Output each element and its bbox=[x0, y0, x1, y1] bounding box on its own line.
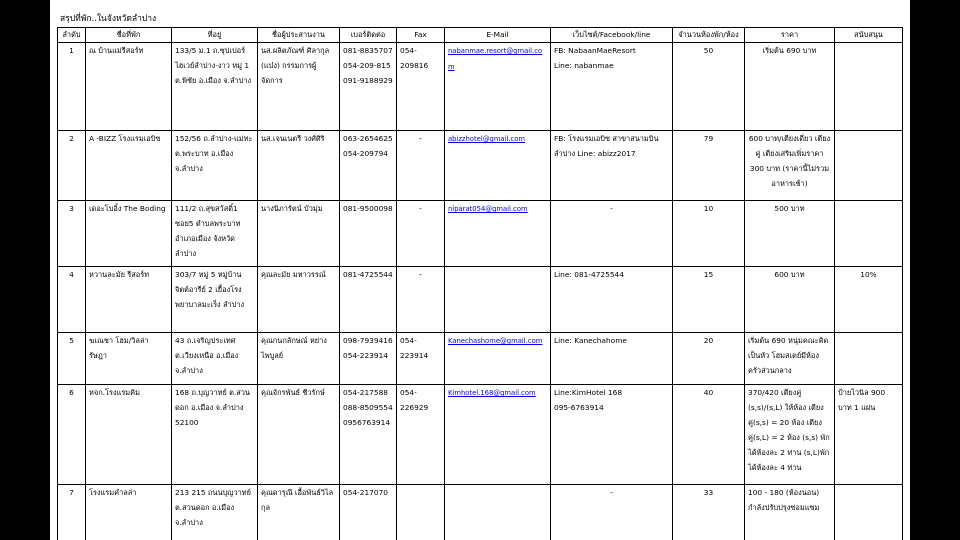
cell-support bbox=[835, 131, 903, 201]
header-phone: เบอร์ติดต่อ bbox=[340, 28, 397, 43]
table-row bbox=[58, 43, 903, 131]
cell-phone: 063-2654625 054-209794 bbox=[340, 131, 397, 201]
cell-price: 370/420 เตียงคู่ (s,s)/(s,L) ให้ห้อง เตียงคู่(s,s) = 20 ห้อง เตียงคู่(s,L) = 2 ห้อง (s,s) พักได้ห้องละ 2 ท่าน (s,L)พักได้ห้องละ 4 ท่าน bbox=[745, 385, 835, 485]
cell-fax: 054-226929 bbox=[397, 385, 445, 485]
email-link[interactable]: Kanechashome@gmail.com bbox=[448, 337, 543, 345]
cell-name: ณ บ้านแม่รีสอร์ท bbox=[86, 43, 172, 131]
cell-contact: คุณกนกลักษณ์ หย่าง ไพบูลย์ bbox=[258, 333, 340, 385]
cell-support bbox=[835, 485, 903, 540]
cell-email bbox=[445, 131, 551, 201]
cell-support bbox=[835, 201, 903, 267]
cell-fax: 054-209816 bbox=[397, 43, 445, 131]
header-address: ที่อยู่ bbox=[172, 28, 258, 43]
cell-price: เริ่มต้น 690 หนุ่มคณะคิดเป็นหัว โฮมสเตย์มีห้องครัวส่วนกลาง bbox=[745, 333, 835, 385]
cell-support: 10% bbox=[835, 267, 903, 333]
header-fax: Fax bbox=[397, 28, 445, 43]
header-price: ราคา bbox=[745, 28, 835, 43]
email-link[interactable]: Kimhotel.168@gmail.com bbox=[448, 389, 536, 397]
cell-web: FB: โรงแรมเอบิซ สาขาสนามบินลำปาง Line: abizz2017 bbox=[551, 131, 673, 201]
header-name: ชื่อที่พัก bbox=[86, 28, 172, 43]
cell-phone: 081-8835707 054-209-815 091-9188929 bbox=[340, 43, 397, 131]
cell-phone: 081-4725544 bbox=[340, 267, 397, 333]
cell-name: A -BIZZ โรงแรมเอบิซ bbox=[86, 131, 172, 201]
email-link[interactable]: niparat054@gmail.com bbox=[448, 205, 528, 213]
cell-phone: 054-217070 bbox=[340, 485, 397, 540]
header-support: สนับสนุน bbox=[835, 28, 903, 43]
cell-email bbox=[445, 333, 551, 385]
cell-fax: 054-223914 bbox=[397, 333, 445, 385]
cell-web: Line: Kanechahome bbox=[551, 333, 673, 385]
cell-rooms: 15 bbox=[673, 267, 745, 333]
header-email: E-Mail bbox=[445, 28, 551, 43]
cell-rooms: 10 bbox=[673, 201, 745, 267]
cell-rooms: 79 bbox=[673, 131, 745, 201]
table-row bbox=[58, 385, 903, 485]
document-page bbox=[50, 0, 910, 540]
cell-no: 5 bbox=[58, 333, 86, 385]
table-row bbox=[58, 201, 903, 267]
cell-contact: นส.เจนเนตรี วงศ์ศิริ bbox=[258, 131, 340, 201]
cell-address: 213 215 ถนนบุญวาทย์ ต.สวนดอก อ.เมือง จ.ลำปาง bbox=[172, 485, 258, 540]
cell-contact: นางนิภารัตน์ บัวมุ่ม bbox=[258, 201, 340, 267]
cell-web: FB: NabaanMaeResort Line: nabanmae bbox=[551, 43, 673, 131]
cell-price: 500 บาท bbox=[745, 201, 835, 267]
cell-rooms: 33 bbox=[673, 485, 745, 540]
header-no: ลำดับ bbox=[58, 28, 86, 43]
cell-name: หวานละมัย รีสอร์ท bbox=[86, 267, 172, 333]
cell-email bbox=[445, 485, 551, 540]
cell-no: 3 bbox=[58, 201, 86, 267]
cell-contact: คุณละมัย มหาวรรณ์ bbox=[258, 267, 340, 333]
header-rooms: จำนวนห้องพัก/ห้อง bbox=[673, 28, 745, 43]
cell-support: ป้ายไวนิล 900 บาท 1 แผ่น bbox=[835, 385, 903, 485]
email-link[interactable]: nabanmae.resort@gmail.com bbox=[448, 47, 543, 71]
cell-rooms: 20 bbox=[673, 333, 745, 385]
cell-web: Line:KimHotel 168 095-6763914 bbox=[551, 385, 673, 485]
table-row bbox=[58, 131, 903, 201]
cell-price: เริ่มต้น 690 บาท bbox=[745, 43, 835, 131]
cell-no: 6 bbox=[58, 385, 86, 485]
cell-fax bbox=[397, 485, 445, 540]
cell-rooms: 40 bbox=[673, 385, 745, 485]
cell-name: ฆเณชา โฮม/วิลล่า รัษฎา bbox=[86, 333, 172, 385]
email-link[interactable]: abizzhotel@gmail.com bbox=[448, 135, 526, 143]
table-row bbox=[58, 333, 903, 385]
cell-no: 2 bbox=[58, 131, 86, 201]
header-contact: ชื่อผู้ประสานงาน bbox=[258, 28, 340, 43]
cell-email bbox=[445, 385, 551, 485]
cell-phone: 081-9500098 bbox=[340, 201, 397, 267]
cell-web: - bbox=[551, 201, 673, 267]
cell-rooms: 50 bbox=[673, 43, 745, 131]
cell-fax: - bbox=[397, 201, 445, 267]
cell-address: 43 ถ.เจริญประเทศ ต.เวียงเหนือ อ.เมือง จ.ลำปาง bbox=[172, 333, 258, 385]
cell-name: เดอะโบอิ้ง The Boding bbox=[86, 201, 172, 267]
cell-name: หจก.โรงแรมคิม bbox=[86, 385, 172, 485]
cell-fax: - bbox=[397, 267, 445, 333]
cell-fax: - bbox=[397, 131, 445, 201]
cell-email bbox=[445, 43, 551, 131]
cell-phone: 054-217588 088-8509554 0956763914 bbox=[340, 385, 397, 485]
cell-address: 303/7 หมู่ 5 หมู่บ้านจิตต์อารีย์ 2 เยื้องโรงพยาบาลมะเร็ง ลำปาง bbox=[172, 267, 258, 333]
cell-contact: คุณจักรพันธ์ ชีวรักษ์ bbox=[258, 385, 340, 485]
cell-no: 4 bbox=[58, 267, 86, 333]
cell-address: 152/56 ถ.ลำปาง-แม่ทะ ต.พระบาท อ.เมือง จ.ลำปาง bbox=[172, 131, 258, 201]
header-row bbox=[58, 28, 903, 43]
cell-name: โรงแรมคำลล่า bbox=[86, 485, 172, 540]
cell-phone: 098-7939416 054-223914 bbox=[340, 333, 397, 385]
cell-address: 168 ถ.บุญวาทย์ ต.สวนดอก อ.เมือง จ.ลำปาง 52100 bbox=[172, 385, 258, 485]
document-title: สรุปที่พัก..ในจังหวัดลำปาง bbox=[60, 14, 157, 24]
cell-price: 600 บาท bbox=[745, 267, 835, 333]
cell-no: 1 bbox=[58, 43, 86, 131]
cell-support bbox=[835, 333, 903, 385]
cell-price: 600 บาท/เตียงเดี่ยว เตียงคู่ เตียงเสริมเพิ่มราคา 300 บาท (ราคานี้ไม่รวมอาหารเช้า) bbox=[745, 131, 835, 201]
cell-email bbox=[445, 267, 551, 333]
accommodation-table bbox=[57, 27, 903, 540]
cell-address: 111/2 ถ.สุขสวัสดิ์1 ซอย5 ตำบลพระบาท อำเภอเมือง จังหวัดลำปาง bbox=[172, 201, 258, 267]
cell-contact: คุณดารุณี เอื้อพันธ์วิไลกุล bbox=[258, 485, 340, 540]
cell-email bbox=[445, 201, 551, 267]
cell-support bbox=[835, 43, 903, 131]
cell-web: Line: 081-4725544 bbox=[551, 267, 673, 333]
table-row bbox=[58, 267, 903, 333]
table-row bbox=[58, 485, 903, 540]
cell-no: 7 bbox=[58, 485, 86, 540]
cell-address: 133/5 ม.1 ถ.ซุปเปอร์ไฮเวย์ลำปาง-งาว หมู่ 1 ต.พิชัย อ.เมือง จ.ลำปาง bbox=[172, 43, 258, 131]
cell-web: - bbox=[551, 485, 673, 540]
cell-price: 100 - 180 (ห้องนอน) กำลังปรับปรุงซ่อมแซม bbox=[745, 485, 835, 540]
header-web: เว็บไซต์/Facebook/line bbox=[551, 28, 673, 43]
cell-contact: นส.ผลิตภัณฑ์ ศิลากุล (แบ๋ง) กรรมการผู้จัดการ bbox=[258, 43, 340, 131]
